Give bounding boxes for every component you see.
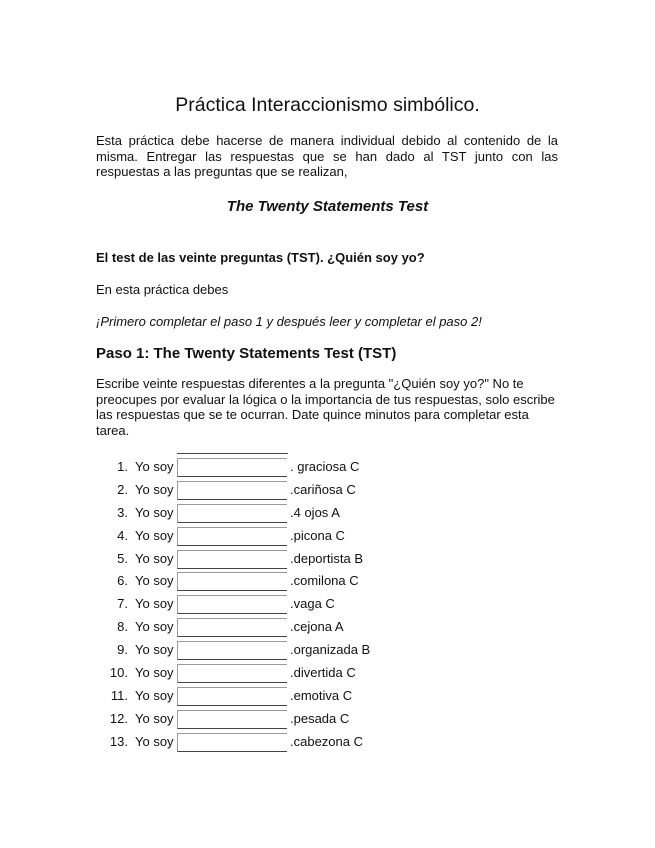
page-title: Práctica Interaccionismo simbólico. <box>175 94 480 116</box>
list-item <box>96 505 556 528</box>
item-answer: .cariñosa C <box>290 481 356 497</box>
field-top-border <box>177 453 288 454</box>
item-number: 5. <box>117 550 128 566</box>
item-answer: .organizada B <box>290 642 371 658</box>
item-prefix: Yo soy <box>135 619 174 635</box>
item-answer: .pesada C <box>290 710 350 726</box>
item-prefix: Yo soy <box>135 687 174 703</box>
item-prefix: Yo soy <box>135 642 174 658</box>
answer-field[interactable] <box>177 641 287 660</box>
item-answer: . graciosa C <box>290 459 360 474</box>
item-prefix: Yo soy <box>135 665 174 681</box>
answer-field[interactable] <box>177 687 287 706</box>
item-prefix: Yo soy <box>135 459 174 474</box>
item-prefix: Yo soy <box>135 596 174 612</box>
list-item <box>96 459 556 482</box>
item-answer: .cejona A <box>290 619 344 635</box>
answer-field[interactable] <box>177 618 287 637</box>
answer-field[interactable] <box>177 458 287 477</box>
list-item <box>96 551 556 574</box>
item-prefix: Yo soy <box>135 550 174 566</box>
instruction-line: En esta práctica debes <box>96 282 229 297</box>
item-number: 13. <box>109 733 128 749</box>
test-subtitle: The Twenty Statements Test <box>226 198 429 215</box>
item-number: 9. <box>117 642 128 658</box>
item-answer: .emotiva C <box>290 687 353 703</box>
item-number: 8. <box>117 619 128 635</box>
section-heading: El test de las veinte preguntas (TST). ¿Quién soy yo? <box>96 250 425 265</box>
list-item <box>96 619 556 642</box>
step1-heading: Paso 1: The Twenty Statements Test (TST) <box>96 345 397 362</box>
item-prefix: Yo soy <box>135 733 174 749</box>
item-number: 4. <box>117 527 128 543</box>
item-number: 1. <box>117 459 128 474</box>
list-item <box>96 688 556 711</box>
item-number: 10. <box>109 665 128 681</box>
answer-field[interactable] <box>177 572 287 591</box>
item-prefix: Yo soy <box>135 504 174 520</box>
list-item <box>96 482 556 505</box>
item-number: 3. <box>117 504 128 520</box>
answer-field[interactable] <box>177 527 287 546</box>
list-item <box>96 528 556 551</box>
answer-field[interactable] <box>177 550 287 569</box>
list-item <box>96 734 556 757</box>
list-item <box>96 596 556 619</box>
item-number: 6. <box>117 573 128 589</box>
item-number: 12. <box>109 710 128 726</box>
item-answer: .vaga C <box>290 596 335 612</box>
item-answer: .comilona C <box>290 573 359 589</box>
list-item <box>96 665 556 688</box>
answer-field[interactable] <box>177 504 287 523</box>
answer-field[interactable] <box>177 664 287 683</box>
instruction-note: ¡Primero completar el paso 1 y después leer y completar el paso 2! <box>96 314 482 329</box>
item-number: 7. <box>117 596 128 612</box>
answer-field[interactable] <box>177 481 287 500</box>
answer-field[interactable] <box>177 733 287 752</box>
item-number: 11. <box>110 687 128 703</box>
answer-field[interactable] <box>177 710 287 729</box>
list-item <box>96 573 556 596</box>
item-answer: .divertida C <box>290 665 356 681</box>
item-prefix: Yo soy <box>135 573 174 589</box>
list-item <box>96 711 556 734</box>
item-answer: .cabezona C <box>290 733 363 749</box>
item-prefix: Yo soy <box>135 481 174 497</box>
item-prefix: Yo soy <box>135 527 174 543</box>
list-item <box>96 642 556 665</box>
item-prefix: Yo soy <box>135 710 174 726</box>
item-number: 2. <box>117 481 128 497</box>
item-answer: .deportista B <box>290 550 363 566</box>
step1-description: Escribe veinte respuestas diferentes a la pregunta "¿Quién soy yo?" No te preocupes por evaluar la lógica o la importancia de tus respuestas, solo escribe las respuestas que se te ocurran. Date quince minutos para completar esta tarea. <box>96 376 555 438</box>
answer-list <box>96 459 556 757</box>
item-answer: .picona C <box>290 527 345 543</box>
answer-field[interactable] <box>177 595 287 614</box>
intro-paragraph: Esta práctica debe hacerse de manera individual debido al contenido de la misma. Entregar las respuestas que se han dado al TST junto con las respuestas a las preguntas que se realizan, <box>96 133 558 179</box>
item-answer: .4 ojos A <box>290 504 340 520</box>
